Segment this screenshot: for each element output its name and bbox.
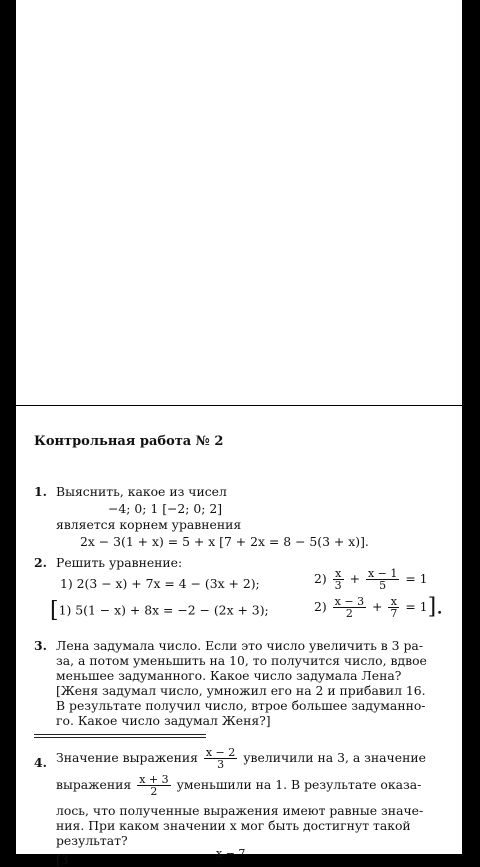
task-1-number: 1.: [34, 484, 47, 499]
task-2-eq-2: 2) $\frac{x}{3}$ + $\frac{x - 1}{5}$ = 1: [314, 567, 428, 592]
task-3-line-3: меньшее задуманного. Какое число задумала Лена?: [56, 668, 402, 683]
worksheet-page: [16, 406, 462, 867]
task-4-partial-fraction: x − 7: [216, 847, 246, 860]
task-3-line-1: Лена задумала число. Если это число увеличить в 3 ра-: [56, 638, 424, 653]
task-3-line-4: [Женя задумал число, умножил его на 2 и прибавил 16.: [56, 683, 426, 698]
task-1-line-4: 2x − 3(1 + x) = 5 + x [7 + 2x = 8 − 5(3 + x)].: [80, 534, 369, 549]
task-2-alt-eq-1: [1) 5(1 − x) + 8x = −2 − (2x + 3);: [50, 598, 269, 623]
fraction: $\frac{x - 1}{5}$: [367, 567, 398, 592]
blank-page-area: [16, 0, 462, 405]
task-4-number: 4.: [34, 755, 47, 770]
separator-line: [34, 737, 206, 738]
fraction: $\frac{x - 2}{3}$: [205, 746, 236, 771]
task-2-eq-1: 1) 2(3 − x) + 7x = 4 − (3x + 2);: [60, 576, 260, 591]
task-4-partial-line: [З: [56, 852, 69, 867]
task-4-line-2: выражения $\frac{x + 3}{2}$ уменьшили на 1. В результате оказа-: [56, 773, 422, 798]
fraction: $\frac{x}{7}$: [390, 595, 398, 620]
task-2-intro: Решить уравнение:: [56, 555, 183, 570]
task-4-line-4: ния. При каком значении x мог быть достигнут такой: [56, 818, 411, 833]
task-3-line-5: В результате получил число, втрое большее задуманно-: [56, 698, 426, 713]
task-1-line-3: является корнем уравнения: [56, 517, 242, 532]
task-4-line-3: лось, что полученные выражения имеют равные значе-: [56, 803, 424, 818]
task-3-line-2: за, а потом уменьшить на 10, то получится число, вдвое: [56, 653, 427, 668]
task-2-alt-eq-2: 2) $\frac{x - 3}{2}$ + $\frac{x}{7}$ = 1].: [314, 594, 444, 620]
task-4-line-1: Значение выражения $\frac{x - 2}{3}$ увеличили на 3, а значение: [56, 746, 426, 771]
task-1-line-1: Выяснить, какое из чисел: [56, 484, 227, 499]
task-2-number: 2.: [34, 555, 47, 570]
task-3-number: 3.: [34, 638, 47, 653]
fraction: $\frac{x + 3}{2}$: [139, 773, 169, 798]
task-3-line-6: го. Какое число задумал Женя?]: [56, 713, 271, 728]
fraction: $\frac{x}{3}$: [334, 567, 342, 592]
page-title: Контрольная работа № 2: [34, 434, 224, 449]
separator-line: [34, 734, 206, 735]
task-4-line-5: результат?: [56, 833, 128, 848]
fraction: $\frac{x - 3}{2}$: [334, 595, 365, 620]
task-1-line-2: −4; 0; 1 [−2; 0; 2]: [108, 501, 223, 516]
